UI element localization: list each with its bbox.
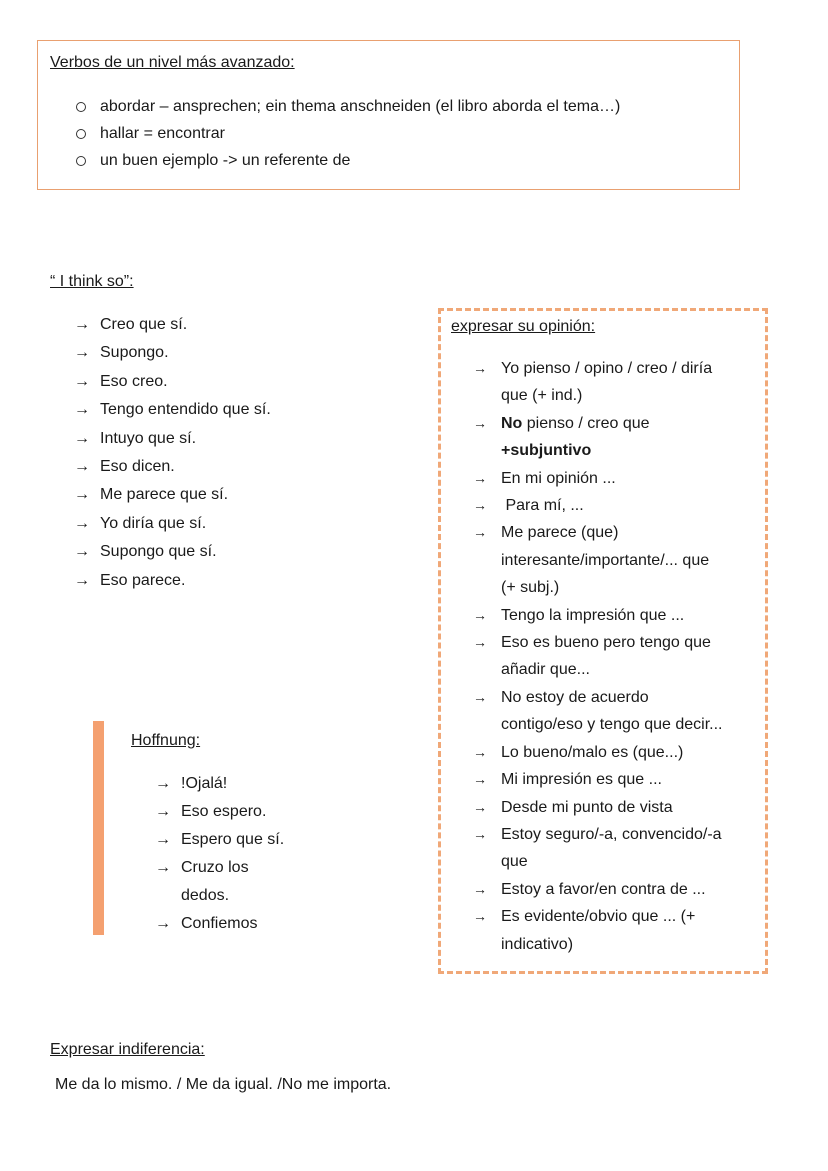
list-item (74, 453, 271, 481)
list-item-continuation (155, 882, 284, 910)
list-item (473, 629, 758, 684)
hope-item: Eso espero. (181, 803, 267, 820)
vocab-item: abordar – ansprechen; ein thema anschneiden (el libro aborda el tema…) (100, 98, 621, 115)
list-item (473, 519, 758, 601)
arrow-right-icon: → (155, 915, 171, 932)
arrow-right-icon: → (74, 571, 90, 589)
accent-bar (93, 721, 104, 935)
vocab-box (37, 40, 740, 190)
vocab-list (76, 93, 620, 174)
arrow-right-icon: → (473, 634, 487, 651)
list-item (473, 410, 758, 465)
opinion-line: que (+ ind.) (501, 387, 583, 405)
hope-item: !Ojalá! (181, 775, 228, 792)
arrow-right-icon: → (155, 803, 171, 820)
think-item: Yo diría que sí. (100, 514, 207, 532)
opinion-line: Me parece (que) (501, 524, 619, 542)
list-item (74, 481, 271, 509)
opinion-line: Estoy a favor/en contra de ... (501, 880, 706, 898)
list-item (74, 368, 271, 396)
opinion-line: Desde mi punto de vista (501, 798, 673, 816)
arrow-right-icon: → (473, 743, 487, 760)
list-item (74, 425, 271, 453)
arrow-right-icon: → (74, 457, 90, 475)
list-item (74, 567, 271, 595)
list-item (76, 93, 620, 120)
bullet-circle-icon (76, 129, 86, 139)
arrow-right-icon: → (473, 360, 487, 376)
list-item (76, 147, 620, 174)
opinion-line: Es evidente/obvio que ... (+ (501, 908, 696, 926)
arrow-right-icon: → (74, 372, 90, 390)
arrow-right-icon: → (473, 497, 487, 514)
think-item: Intuyo que sí. (100, 429, 197, 447)
indifference-text: Me da lo mismo. / Me da igual. /No me importa. (55, 1076, 392, 1093)
think-so-title: “ I think so”: (50, 273, 134, 290)
list-item (74, 339, 271, 367)
opinion-line: interesante/importante/... que (501, 551, 710, 569)
arrow-right-icon: → (155, 775, 171, 792)
vocab-item: un buen ejemplo -> un referente de (100, 152, 351, 169)
list-item (74, 311, 271, 339)
opinion-bold: No (501, 414, 523, 432)
arrow-right-icon: → (74, 486, 90, 504)
opinion-line: Yo pienso / opino / creo / diría (501, 360, 713, 377)
arrow-right-icon: → (74, 401, 90, 419)
opinion-line: que (501, 853, 528, 871)
opinion-line: Estoy seguro/-a, convencido/-a (501, 825, 722, 843)
list-item (74, 538, 271, 566)
opinion-line: (+ subj.) (501, 579, 560, 597)
arrow-right-icon: → (74, 429, 90, 447)
list-item (473, 821, 758, 876)
bullet-circle-icon (76, 156, 86, 166)
arrow-right-icon: → (473, 798, 487, 815)
arrow-right-icon: → (473, 524, 487, 541)
list-item (155, 826, 284, 854)
opinion-list (473, 355, 758, 958)
think-item: Me parece que sí. (100, 486, 229, 504)
list-item (473, 355, 758, 410)
list-item (155, 770, 284, 798)
arrow-right-icon: → (473, 825, 487, 842)
opinion-line: Para mí, ... (501, 497, 584, 515)
vocab-item: hallar = encontrar (100, 125, 225, 142)
hope-item: Cruzo los (181, 859, 249, 876)
list-item (74, 510, 271, 538)
arrow-right-icon: → (74, 543, 90, 561)
opinion-line: pienso / creo que (522, 414, 650, 432)
opinion-line: Eso es bueno pero tengo que (501, 634, 711, 652)
list-item (76, 120, 620, 147)
arrow-right-icon: → (155, 831, 171, 848)
list-item (473, 739, 758, 766)
hope-item: Espero que sí. (181, 831, 285, 848)
arrow-right-icon: → (473, 771, 487, 788)
arrow-right-icon: → (473, 606, 487, 623)
arrow-right-icon: → (473, 880, 487, 897)
hope-item: Confiemos (181, 915, 258, 932)
opinion-line: indicativo) (501, 935, 574, 953)
arrow-right-icon: → (473, 908, 487, 925)
think-item: Eso dicen. (100, 457, 175, 475)
opinion-title: expresar su opinión: (451, 318, 596, 335)
arrow-right-icon: → (473, 469, 487, 486)
indifference-title: Expresar indiferencia: (50, 1041, 205, 1058)
think-item: Supongo que sí. (100, 543, 217, 561)
opinion-line: contigo/eso y tengo que decir... (501, 716, 723, 734)
list-item (155, 798, 284, 826)
hope-item-continuation: dedos. (181, 887, 230, 904)
opinion-line: añadir que... (501, 661, 590, 679)
list-item (155, 854, 284, 882)
think-item: Eso creo. (100, 372, 168, 390)
list-item (473, 492, 758, 519)
think-item: Tengo entendido que sí. (100, 401, 271, 419)
think-item: Creo que sí. (100, 316, 188, 333)
arrow-right-icon: → (74, 514, 90, 532)
list-item (473, 876, 758, 903)
opinion-line: Mi impresión es que ... (501, 771, 662, 789)
list-item (74, 396, 271, 424)
opinion-bold: +subjuntivo (501, 442, 592, 460)
opinion-line: En mi opinión ... (501, 469, 616, 487)
arrow-right-icon: → (155, 859, 171, 876)
list-item (473, 766, 758, 793)
bullet-circle-icon (76, 102, 86, 112)
arrow-right-icon: → (473, 414, 487, 431)
list-item (473, 684, 758, 739)
think-so-list (74, 311, 271, 595)
think-item: Supongo. (100, 344, 169, 362)
arrow-right-icon: → (473, 688, 487, 705)
list-item (155, 910, 284, 938)
think-item: Eso parece. (100, 571, 186, 589)
hope-title: Hoffnung: (131, 732, 201, 749)
arrow-right-icon: → (74, 344, 90, 362)
opinion-line: Lo bueno/malo es (que...) (501, 743, 684, 761)
opinion-line: Tengo la impresión que ... (501, 606, 685, 624)
vocab-box-title: Verbos de un nivel más avanzado: (50, 54, 295, 71)
list-item (473, 465, 758, 492)
arrow-right-icon: → (74, 316, 90, 333)
opinion-line: No estoy de acuerdo (501, 688, 649, 706)
list-item (473, 602, 758, 629)
list-item (473, 794, 758, 821)
list-item (473, 903, 758, 958)
hope-list (155, 770, 284, 938)
